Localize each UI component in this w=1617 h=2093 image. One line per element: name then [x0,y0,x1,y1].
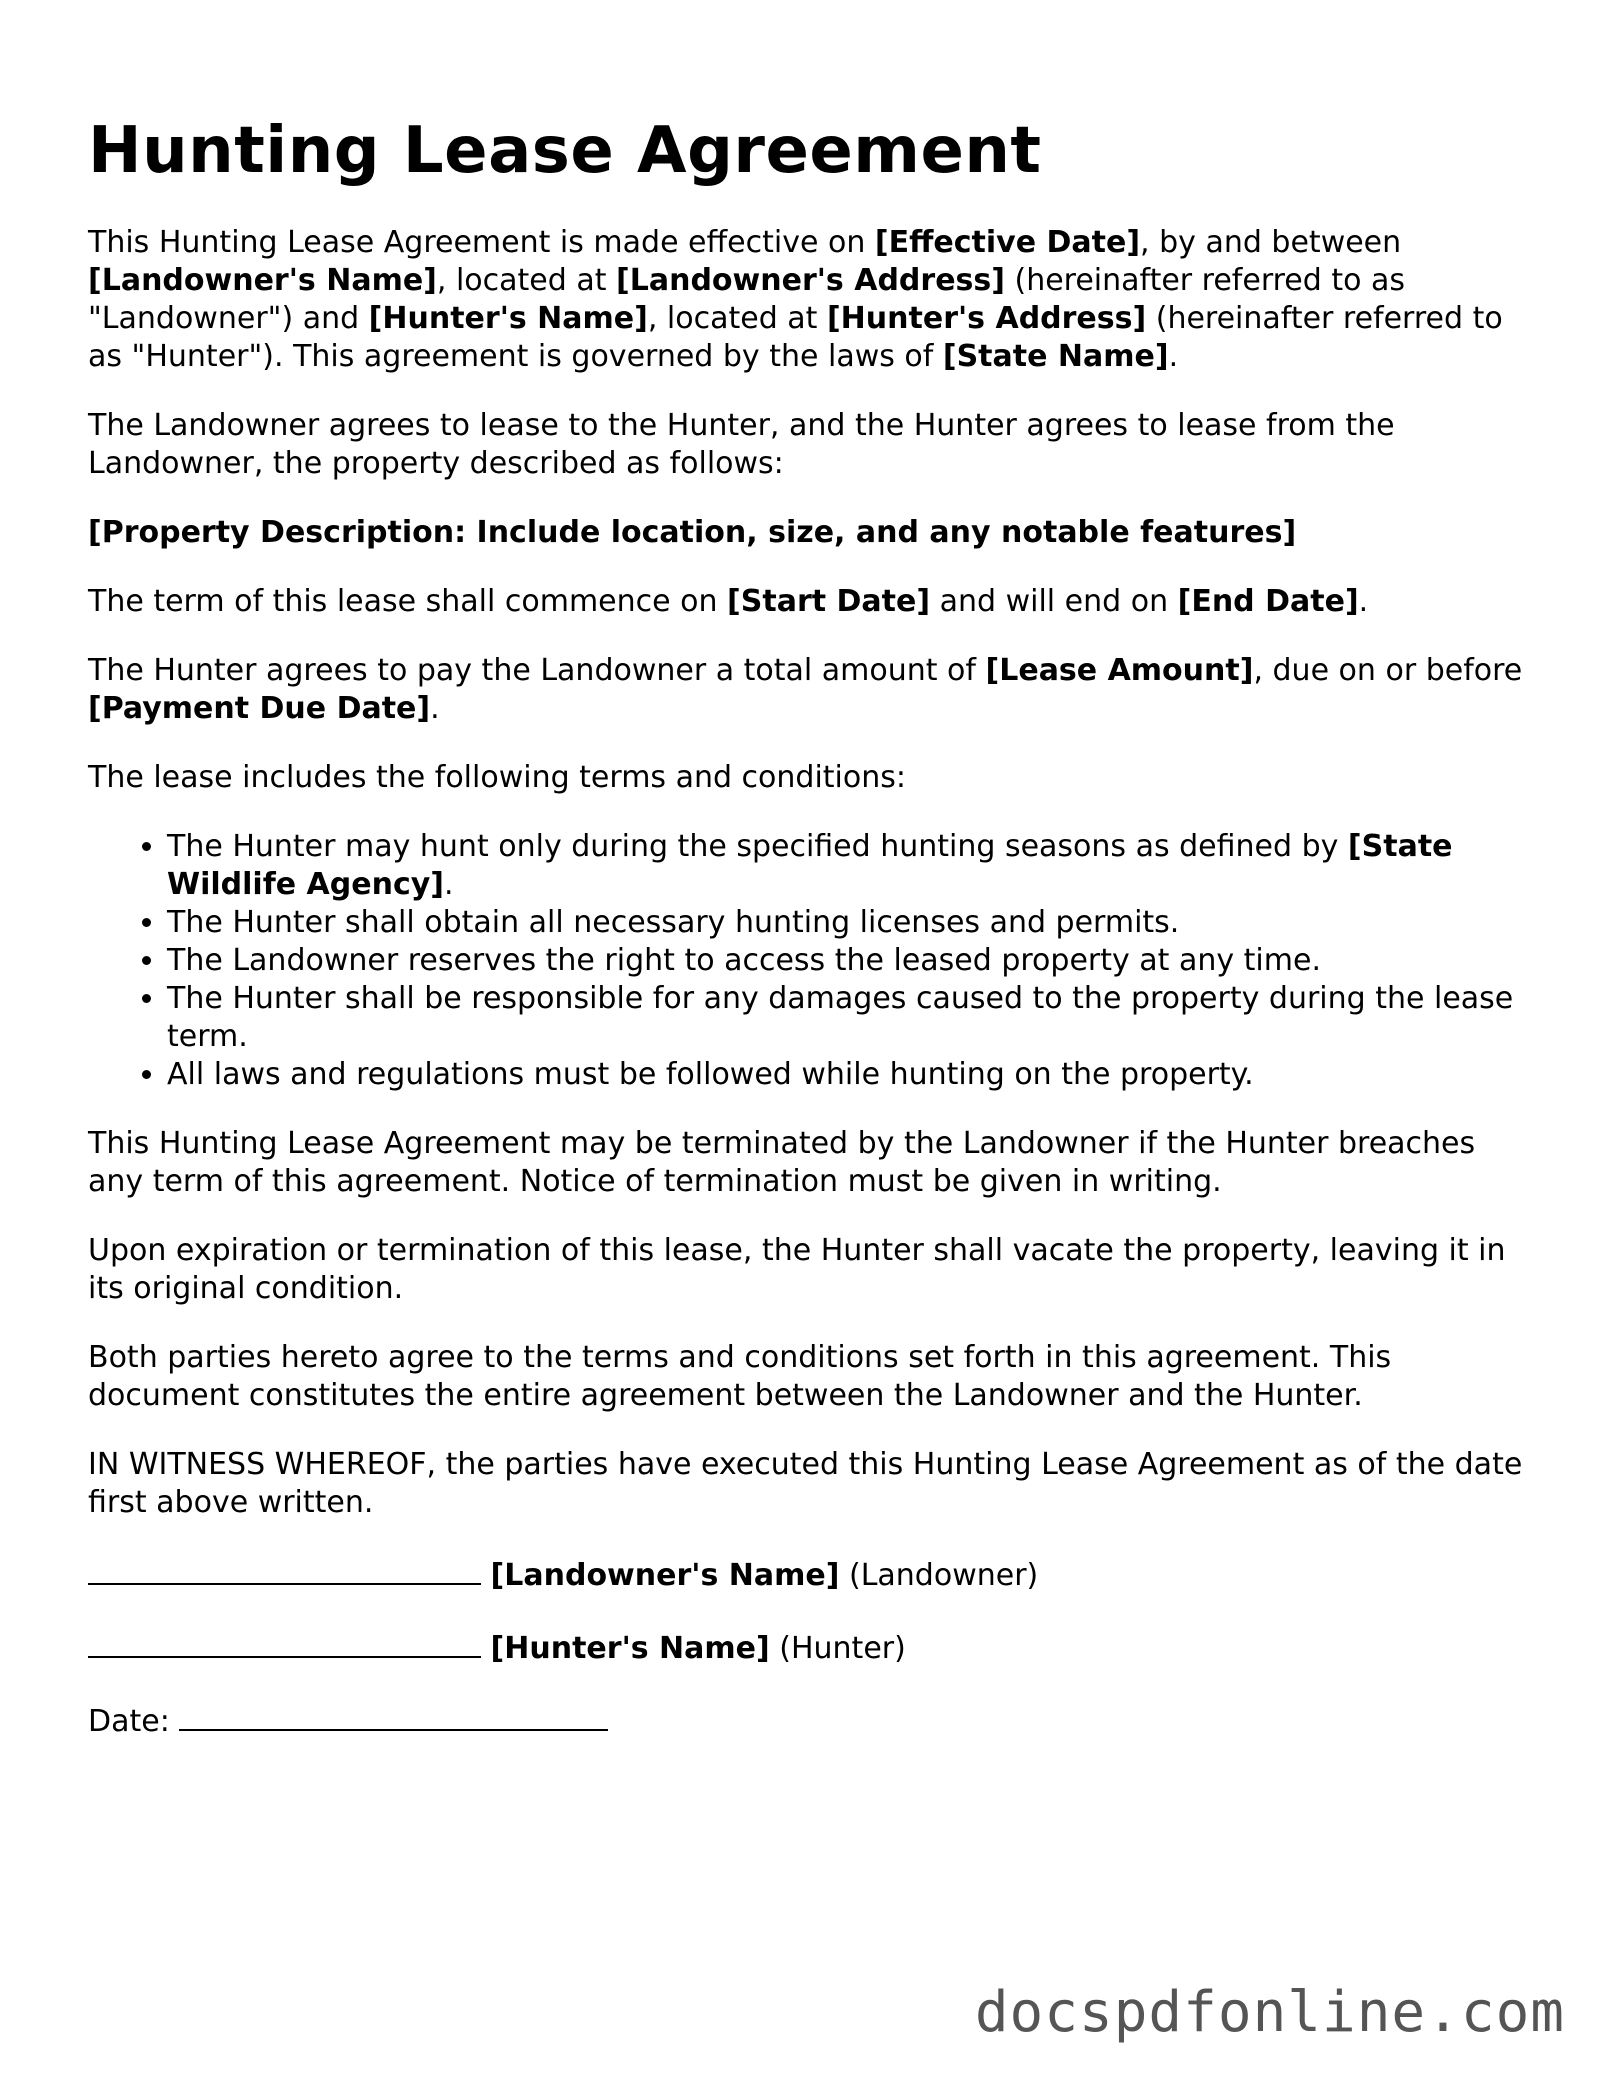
payment-text-3: . [430,691,440,726]
entire-agreement-paragraph: Both parties hereto agree to the terms and conditions set forth in this agreement. This document constitutes the entire agreement between the Landowner and the Hunter. [88,1340,1392,1413]
list-item: • The Hunter shall be responsible for any damages caused to the property during the lease term. [167,980,1528,1056]
payment-paragraph [88,652,1528,728]
intro-paragraph [88,224,1528,376]
term-text-1: The term of this lease shall commence on [88,584,728,619]
hunter-address-placeholder: [Hunter's Address] [826,301,1147,336]
effective-date-placeholder: [Effective Date] [874,225,1141,260]
state-wildlife-agency-placeholder: [State Wildlife Agency] [167,829,1453,902]
hunter-signature-row [88,1626,1528,1668]
termination-paragraph: This Hunting Lease Agreement may be terminated by the Landowner if the Hunter breaches any term of this agreement. Notice of termination must be given in writing. [88,1126,1476,1199]
lease-amount-placeholder: [Lease Amount] [985,653,1254,688]
condition-1-end: . [444,867,454,902]
property-description-placeholder: [Property Description: Include location, size, and any notable features] [88,515,1297,550]
date-label: Date: [88,1704,170,1739]
landowner-role-label: (Landowner) [848,1558,1039,1593]
intro-text-7: . [1168,339,1179,374]
intro-text-3: , located at [436,263,617,298]
payment-due-date-placeholder: [Payment Due Date] [88,691,431,726]
intro-text-2: , by and between [1140,225,1402,260]
landowner-address-placeholder: [Landowner's Address] [616,263,1005,298]
landowner-name-placeholder: [Landowner's Name] [88,263,437,298]
end-date-placeholder: [End Date] [1177,584,1359,619]
intro-text-5: , located at [647,301,827,336]
payment-text-1: The Hunter agrees to pay the Landowner a total amount of [88,653,986,688]
term-text-3: . [1358,584,1369,619]
list-item: • All laws and regulations must be followed while hunting on the property. [167,1056,1528,1094]
watermark: docspdfonline.com [974,1980,1565,2045]
property-description-paragraph [88,514,1528,552]
hunter-signature-line[interactable] [88,1626,481,1658]
conditions-list [88,828,1528,1094]
hunter-role-label: (Hunter) [779,1631,906,1666]
date-line[interactable] [179,1699,608,1731]
intro-text-6: (hereinafter referred to as "Hunter"). This agreement is governed by the laws of [88,301,1503,374]
conditions-intro-paragraph: The lease includes the following terms and conditions: [88,760,906,795]
list-item [167,828,1528,904]
list-item: • The Landowner reserves the right to access the leased property at any time. [167,942,1528,980]
state-name-placeholder: [State Name] [942,339,1169,374]
date-row [88,1699,1528,1741]
term-paragraph [88,583,1528,621]
landowner-signature-line[interactable] [88,1553,481,1585]
landowner-signature-name: [Landowner's Name] [490,1558,840,1593]
payment-text-2: , due on or before [1253,653,1523,688]
expiration-paragraph: Upon expiration or termination of this lease, the Hunter shall vacate the property, leaving it in its original condition. [88,1233,1506,1306]
term-text-2: and will end on [930,584,1178,619]
condition-1-text: The Hunter may hunt only during the specified hunting seasons as defined by [167,829,1348,864]
intro-text-4: (hereinafter referred to as "Landowner") and [88,263,1406,336]
document-title: Hunting Lease Agreement [88,114,1042,188]
document-page [88,108,1528,1772]
list-item: • The Hunter shall obtain all necessary hunting licenses and permits. [167,904,1528,942]
landowner-signature-row [88,1553,1528,1595]
intro-text-1: This Hunting Lease Agreement is made effective on [88,225,875,260]
lease-statement-paragraph: The Landowner agrees to lease to the Hunter, and the Hunter agrees to lease from the Landowner, the property described as follows: [88,408,1395,481]
start-date-placeholder: [Start Date] [727,584,931,619]
hunter-signature-name: [Hunter's Name] [490,1631,770,1666]
witness-paragraph: IN WITNESS WHEREOF, the parties have executed this Hunting Lease Agreement as of the date first above written. [88,1447,1523,1520]
hunter-name-placeholder: [Hunter's Name] [368,301,648,336]
